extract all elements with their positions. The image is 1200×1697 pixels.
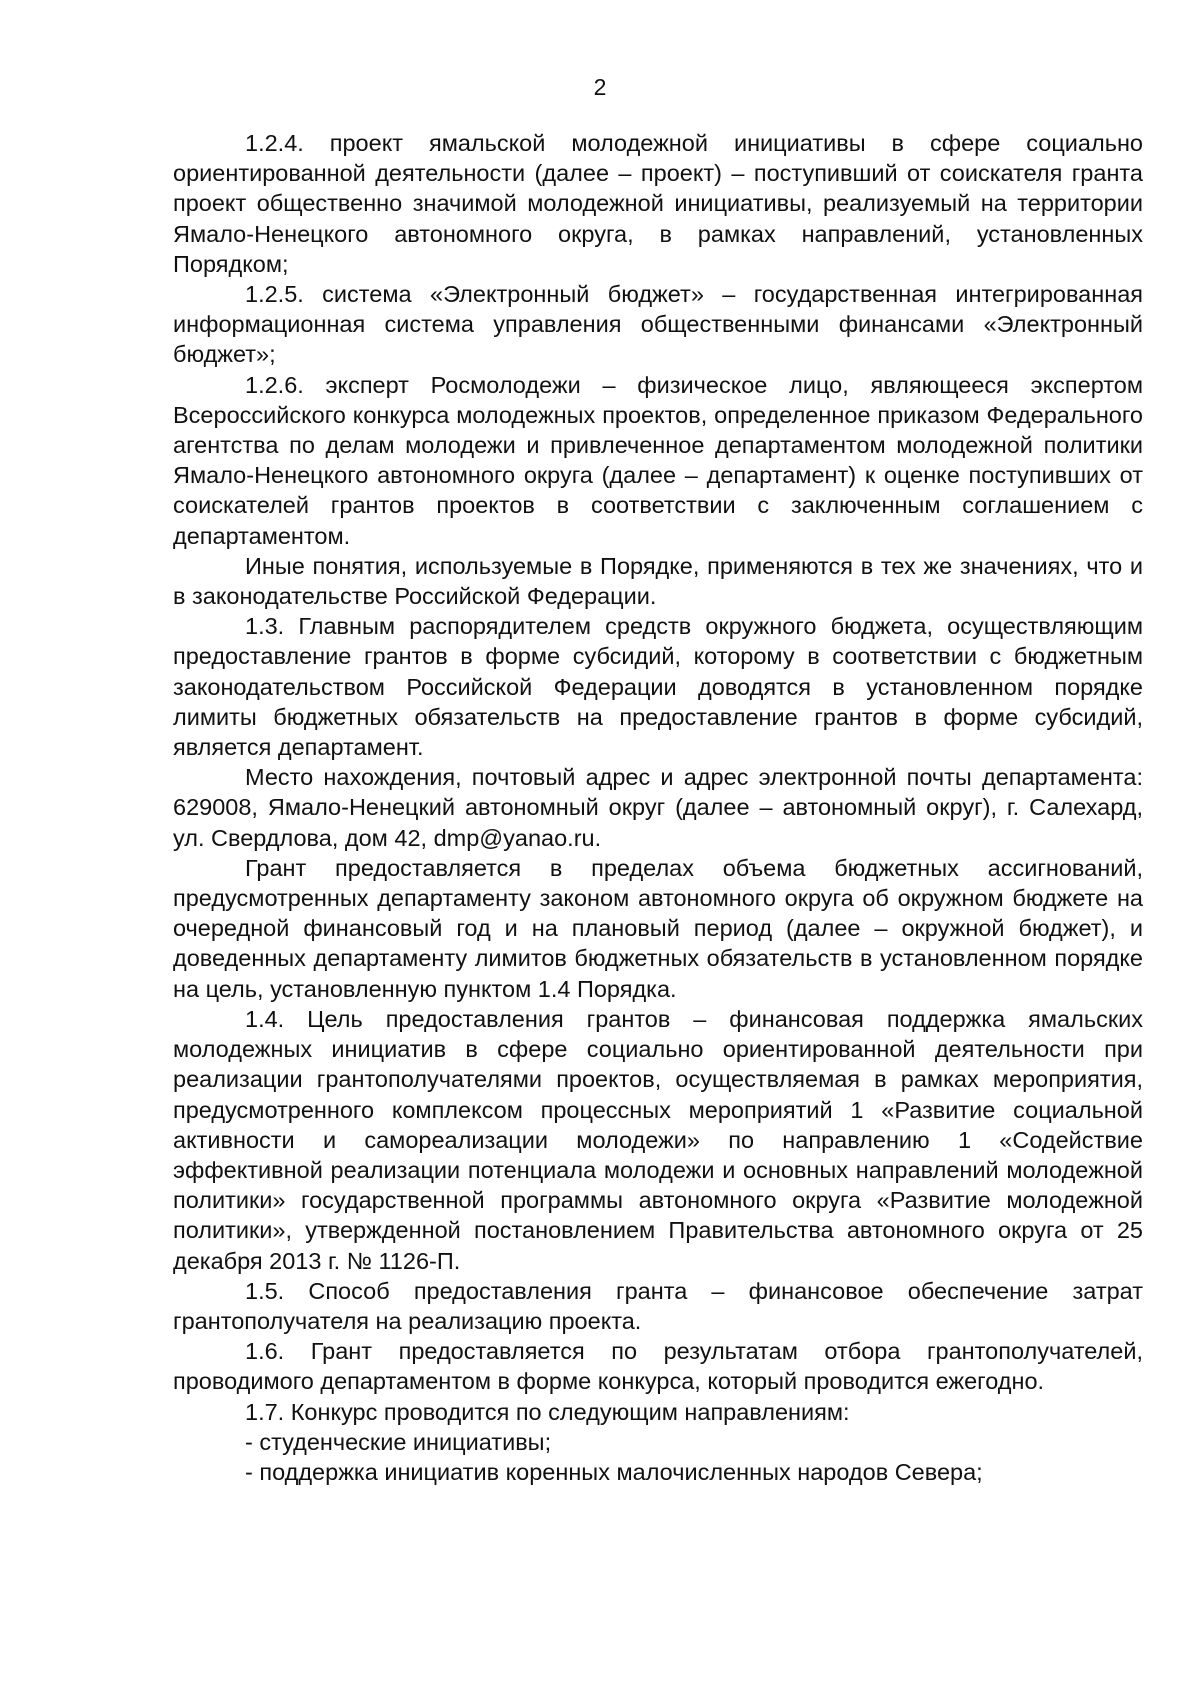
page-number: 2 — [593, 74, 607, 100]
paragraph-1-6: 1.6. Грант предоставляется по результатам отбора грантополучателей, проводимого департаментом в форме конкурса, который проводится ежегодно. — [173, 1338, 1143, 1395]
paragraph-1-2-5: 1.2.5. система «Электронный бюджет» – государственная интегрированная информационная система управления общественными финансами «Электронный бюджет»; — [173, 281, 1143, 368]
paragraph-other-terms: Иные понятия, используемые в Порядке, применяются в тех же значениях, что и в законодательстве Российской Федерации. — [173, 552, 1143, 610]
paragraph-1-2-4: 1.2.4. проект ямальской молодежной инициативы в сфере социально ориентированной деятельности (далее – проект) – поступивший от соискателя гранта проект общественно значимой молодежной инициативы, реализуемый на территории Ямало-Ненецкого автономного округа, в рамках направлений, установленных Порядком; — [173, 130, 1143, 277]
paragraph-1-4: 1.4. Цель предоставления грантов – финансовая поддержка ямальских молодежных инициатив в сфере социально ориентированной деятельности при реализации грантополучателями проектов, осуществляемая в рамках мероприятия, предусмотренного комплексом процессных мероприятий 1 «Развитие социальной активности и самореализации молодежи» по направлению 1 «Содействие эффективной реализации потенциала молодежи и основных направлений молодежной политики» государственной программы автономного округа «Развитие молодежной политики», утвержденной постановлением Правительства автономного округа от 25 декабря 2013 г. № 1126-П. — [173, 1005, 1143, 1274]
paragraph-1-3: 1.3. Главным распорядителем средств окружного бюджета, осуществляющим предоставление грантов в форме субсидий, которому в соответствии с бюджетным законодательством Российской Федерации доводятся в установленном порядке лимиты бюджетных обязательств на предоставление грантов в форме субсидий, является департамент. — [173, 613, 1143, 761]
list-item-student-initiatives: - студенческие инициативы; — [245, 1428, 552, 1455]
paragraph-location: Место нахождения, почтовый адрес и адрес электронной почты департамента: 629008, Ямало-Ненецкий автономный округ (далее – автономный округ), г. Салехард, ул. Свердлова, дом 42, dmp@yanao.ru. — [173, 764, 1143, 851]
paragraph-1-5: 1.5. Способ предоставления гранта – финансовое обеспечение затрат грантополучателя на реализацию проекта. — [173, 1277, 1143, 1334]
document-body — [173, 128, 1143, 1487]
paragraph-1-7: 1.7. Конкурс проводится по следующим направлениям: — [245, 1398, 850, 1425]
paragraph-1-2-6: 1.2.6. эксперт Росмолодежи – физическое лицо, являющееся экспертом Всероссийского конкурса молодежных проектов, определенное приказом Федерального агентства по делам молодежи и привлеченное департаментом молодежной политики Ямало-Ненецкого автономного округа (далее – департамент) к оценке поступивших от соискателей грантов проектов в соответствии с заключенным соглашением с департаментом. — [173, 371, 1143, 549]
list-item-indigenous-initiatives: - поддержка инициатив коренных малочисленных народов Севера; — [245, 1458, 983, 1485]
paragraph-grant-limits: Грант предоставляется в пределах объема бюджетных ассигнований, предусмотренных департаменту законом автономного округа об окружном бюджете на очередной финансовый год и на плановый период (далее – окружной бюджет), и доведенных департаменту лимитов бюджетных обязательств в установленном порядке на цель, установленную пунктом 1.4 Порядка. — [173, 854, 1143, 1002]
